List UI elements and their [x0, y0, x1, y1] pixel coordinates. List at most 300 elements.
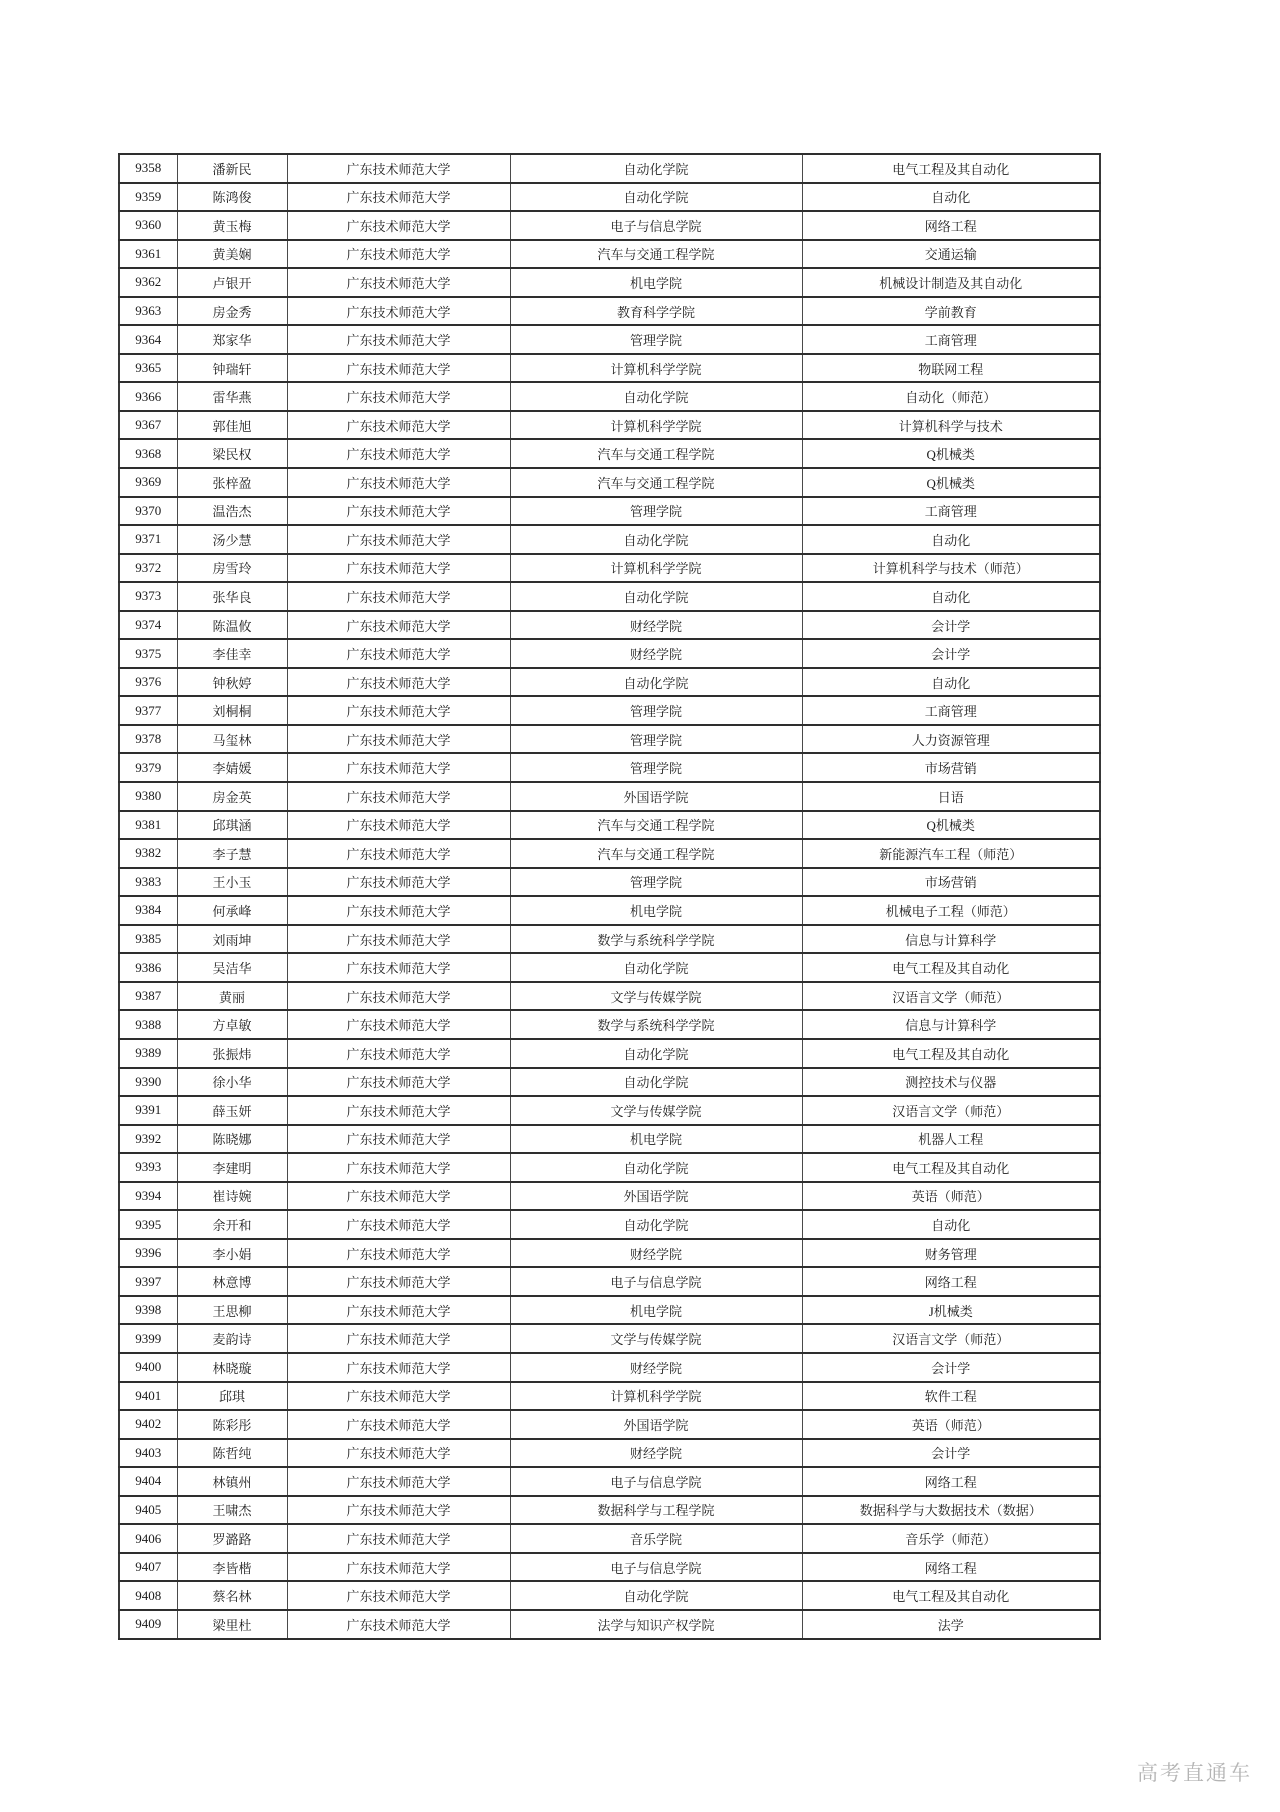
cell-name: 李皆楷: [177, 1553, 287, 1582]
table-row: [119, 411, 1100, 440]
cell-name: 张梓盈: [177, 468, 287, 497]
table-row: [119, 753, 1100, 782]
cell-id: 9406: [119, 1524, 177, 1553]
cell-id: 9380: [119, 782, 177, 811]
cell-college: 机电学院: [510, 896, 802, 925]
cell-id: 9399: [119, 1324, 177, 1353]
cell-university: 广东技术师范大学: [287, 1439, 510, 1468]
cell-name: 陈温攸: [177, 611, 287, 640]
cell-college: 财经学院: [510, 1353, 802, 1382]
table-row: [119, 868, 1100, 897]
table-row: [119, 1210, 1100, 1239]
cell-major: 市场营销: [802, 753, 1100, 782]
cell-university: 广东技术师范大学: [287, 953, 510, 982]
table-row: [119, 953, 1100, 982]
cell-major: 工商管理: [802, 696, 1100, 725]
cell-major: 会计学: [802, 611, 1100, 640]
cell-college: 数据科学与工程学院: [510, 1496, 802, 1525]
cell-name: 李婧媛: [177, 753, 287, 782]
cell-id: 9395: [119, 1210, 177, 1239]
cell-name: 汤少慧: [177, 525, 287, 554]
cell-university: 广东技术师范大学: [287, 1467, 510, 1496]
cell-college: 财经学院: [510, 611, 802, 640]
cell-university: 广东技术师范大学: [287, 1410, 510, 1439]
cell-college: 计算机科学学院: [510, 411, 802, 440]
cell-name: 邱琪: [177, 1382, 287, 1411]
cell-major: 汉语言文学（师范）: [802, 1324, 1100, 1353]
table-row: [119, 1581, 1100, 1610]
table-row: [119, 1524, 1100, 1553]
cell-name: 罗潞路: [177, 1524, 287, 1553]
cell-id: 9386: [119, 953, 177, 982]
table-row: [119, 1382, 1100, 1411]
cell-college: 外国语学院: [510, 1410, 802, 1439]
cell-id: 9379: [119, 753, 177, 782]
cell-university: 广东技术师范大学: [287, 1296, 510, 1325]
table-row: [119, 925, 1100, 954]
cell-major: 自动化（师范）: [802, 382, 1100, 411]
cell-id: 9367: [119, 411, 177, 440]
cell-name: 刘雨坤: [177, 925, 287, 954]
table-row: [119, 1239, 1100, 1268]
cell-name: 钟瑞轩: [177, 354, 287, 383]
cell-college: 自动化学院: [510, 1068, 802, 1097]
cell-id: 9409: [119, 1610, 177, 1639]
table-row: [119, 354, 1100, 383]
cell-college: 文学与传媒学院: [510, 1096, 802, 1125]
cell-id: 9408: [119, 1581, 177, 1610]
cell-major: 自动化: [802, 1210, 1100, 1239]
cell-name: 余开和: [177, 1210, 287, 1239]
table-row: [119, 554, 1100, 583]
table-row: [119, 1410, 1100, 1439]
cell-major: 物联网工程: [802, 354, 1100, 383]
table-row: [119, 639, 1100, 668]
cell-major: 人力资源管理: [802, 725, 1100, 754]
cell-major: 信息与计算科学: [802, 925, 1100, 954]
cell-id: 9405: [119, 1496, 177, 1525]
cell-college: 自动化学院: [510, 953, 802, 982]
table-row: [119, 468, 1100, 497]
cell-name: 李建明: [177, 1153, 287, 1182]
cell-college: 电子与信息学院: [510, 1267, 802, 1296]
cell-college: 管理学院: [510, 497, 802, 526]
cell-name: 卢银开: [177, 268, 287, 297]
cell-name: 房金秀: [177, 297, 287, 326]
cell-college: 外国语学院: [510, 782, 802, 811]
cell-name: 林镇州: [177, 1467, 287, 1496]
cell-college: 数学与系统科学学院: [510, 925, 802, 954]
cell-university: 广东技术师范大学: [287, 1210, 510, 1239]
cell-name: 梁里杜: [177, 1610, 287, 1639]
table-row: [119, 839, 1100, 868]
cell-university: 广东技术师范大学: [287, 297, 510, 326]
cell-id: 9394: [119, 1182, 177, 1211]
cell-college: 机电学院: [510, 1125, 802, 1154]
table-row: [119, 183, 1100, 212]
cell-name: 郑家华: [177, 325, 287, 354]
cell-college: 文学与传媒学院: [510, 1324, 802, 1353]
cell-university: 广东技术师范大学: [287, 839, 510, 868]
cell-id: 9381: [119, 811, 177, 840]
cell-college: 机电学院: [510, 268, 802, 297]
cell-id: 9397: [119, 1267, 177, 1296]
cell-college: 自动化学院: [510, 582, 802, 611]
cell-university: 广东技术师范大学: [287, 1610, 510, 1639]
cell-college: 汽车与交通工程学院: [510, 839, 802, 868]
cell-college: 音乐学院: [510, 1524, 802, 1553]
cell-name: 房雪玲: [177, 554, 287, 583]
cell-major: 电气工程及其自动化: [802, 154, 1100, 183]
cell-id: 9361: [119, 240, 177, 269]
cell-college: 自动化学院: [510, 668, 802, 697]
cell-university: 广东技术师范大学: [287, 1068, 510, 1097]
cell-name: 方卓敏: [177, 1010, 287, 1039]
table-row: [119, 1296, 1100, 1325]
table-row: [119, 782, 1100, 811]
cell-major: J机械类: [802, 1296, 1100, 1325]
cell-university: 广东技术师范大学: [287, 1524, 510, 1553]
cell-name: 雷华燕: [177, 382, 287, 411]
table-row: [119, 325, 1100, 354]
cell-name: 郭佳旭: [177, 411, 287, 440]
cell-university: 广东技术师范大学: [287, 811, 510, 840]
table-row: [119, 725, 1100, 754]
table-row: [119, 1553, 1100, 1582]
cell-id: 9404: [119, 1467, 177, 1496]
cell-id: 9385: [119, 925, 177, 954]
cell-university: 广东技术师范大学: [287, 1267, 510, 1296]
table-row: [119, 1496, 1100, 1525]
cell-name: 李子慧: [177, 839, 287, 868]
cell-college: 法学与知识产权学院: [510, 1610, 802, 1639]
cell-college: 管理学院: [510, 725, 802, 754]
cell-college: 汽车与交通工程学院: [510, 811, 802, 840]
cell-name: 麦韵诗: [177, 1324, 287, 1353]
cell-id: 9370: [119, 497, 177, 526]
cell-major: 计算机科学与技术: [802, 411, 1100, 440]
cell-college: 财经学院: [510, 1439, 802, 1468]
table-row: [119, 811, 1100, 840]
cell-university: 广东技术师范大学: [287, 439, 510, 468]
cell-major: 网络工程: [802, 1553, 1100, 1582]
cell-major: 英语（师范）: [802, 1410, 1100, 1439]
cell-name: 温浩杰: [177, 497, 287, 526]
cell-major: Q机械类: [802, 468, 1100, 497]
table-row: [119, 982, 1100, 1011]
table-row: [119, 1096, 1100, 1125]
cell-major: 机械电子工程（师范）: [802, 896, 1100, 925]
cell-name: 张华良: [177, 582, 287, 611]
cell-name: 林意博: [177, 1267, 287, 1296]
cell-name: 张振炜: [177, 1039, 287, 1068]
cell-college: 教育科学学院: [510, 297, 802, 326]
cell-major: 电气工程及其自动化: [802, 953, 1100, 982]
table-row: [119, 896, 1100, 925]
cell-university: 广东技术师范大学: [287, 554, 510, 583]
cell-university: 广东技术师范大学: [287, 497, 510, 526]
cell-major: 电气工程及其自动化: [802, 1581, 1100, 1610]
cell-id: 9401: [119, 1382, 177, 1411]
cell-name: 何承峰: [177, 896, 287, 925]
cell-name: 黄玉梅: [177, 211, 287, 240]
cell-id: 9377: [119, 696, 177, 725]
cell-major: 自动化: [802, 668, 1100, 697]
cell-major: 计算机科学与技术（师范）: [802, 554, 1100, 583]
cell-university: 广东技术师范大学: [287, 183, 510, 212]
cell-college: 电子与信息学院: [510, 1553, 802, 1582]
table-row: [119, 668, 1100, 697]
cell-id: 9391: [119, 1096, 177, 1125]
cell-major: 市场营销: [802, 868, 1100, 897]
cell-college: 自动化学院: [510, 154, 802, 183]
cell-college: 自动化学院: [510, 1581, 802, 1610]
cell-name: 李佳幸: [177, 639, 287, 668]
cell-id: 9359: [119, 183, 177, 212]
cell-id: 9384: [119, 896, 177, 925]
cell-university: 广东技术师范大学: [287, 382, 510, 411]
table-row: [119, 1439, 1100, 1468]
cell-id: 9378: [119, 725, 177, 754]
table-row: [119, 297, 1100, 326]
cell-college: 管理学院: [510, 753, 802, 782]
cell-university: 广东技术师范大学: [287, 411, 510, 440]
cell-university: 广东技术师范大学: [287, 154, 510, 183]
cell-college: 自动化学院: [510, 1210, 802, 1239]
cell-id: 9362: [119, 268, 177, 297]
cell-major: 日语: [802, 782, 1100, 811]
cell-major: 会计学: [802, 639, 1100, 668]
cell-major: Q机械类: [802, 811, 1100, 840]
cell-major: 网络工程: [802, 1267, 1100, 1296]
table-row: [119, 240, 1100, 269]
table-row: [119, 525, 1100, 554]
cell-major: 自动化: [802, 525, 1100, 554]
cell-university: 广东技术师范大学: [287, 1239, 510, 1268]
cell-major: 网络工程: [802, 1467, 1100, 1496]
cell-major: 交通运输: [802, 240, 1100, 269]
cell-university: 广东技术师范大学: [287, 1496, 510, 1525]
cell-name: 吴洁华: [177, 953, 287, 982]
cell-major: 电气工程及其自动化: [802, 1039, 1100, 1068]
cell-major: 软件工程: [802, 1382, 1100, 1411]
cell-name: 陈鸿俊: [177, 183, 287, 212]
table-row: [119, 1039, 1100, 1068]
cell-college: 计算机科学学院: [510, 1382, 802, 1411]
cell-university: 广东技术师范大学: [287, 753, 510, 782]
cell-major: 自动化: [802, 183, 1100, 212]
cell-id: 9376: [119, 668, 177, 697]
cell-university: 广东技术师范大学: [287, 611, 510, 640]
cell-major: 新能源汽车工程（师范）: [802, 839, 1100, 868]
cell-college: 机电学院: [510, 1296, 802, 1325]
cell-college: 自动化学院: [510, 1039, 802, 1068]
cell-id: 9387: [119, 982, 177, 1011]
cell-university: 广东技术师范大学: [287, 325, 510, 354]
cell-college: 计算机科学学院: [510, 354, 802, 383]
cell-university: 广东技术师范大学: [287, 468, 510, 497]
cell-id: 9396: [119, 1239, 177, 1268]
cell-name: 潘新民: [177, 154, 287, 183]
cell-university: 广东技术师范大学: [287, 696, 510, 725]
cell-id: 9369: [119, 468, 177, 497]
table-row: [119, 1467, 1100, 1496]
cell-name: 梁民权: [177, 439, 287, 468]
cell-id: 9360: [119, 211, 177, 240]
cell-university: 广东技术师范大学: [287, 1096, 510, 1125]
cell-name: 林晓璇: [177, 1353, 287, 1382]
cell-name: 房金英: [177, 782, 287, 811]
cell-id: 9403: [119, 1439, 177, 1468]
cell-major: 法学: [802, 1610, 1100, 1639]
cell-id: 9400: [119, 1353, 177, 1382]
cell-university: 广东技术师范大学: [287, 1553, 510, 1582]
cell-name: 黄美娴: [177, 240, 287, 269]
cell-major: 机器人工程: [802, 1125, 1100, 1154]
cell-id: 9372: [119, 554, 177, 583]
cell-name: 王啸杰: [177, 1496, 287, 1525]
cell-university: 广东技术师范大学: [287, 268, 510, 297]
cell-major: 测控技术与仪器: [802, 1068, 1100, 1097]
cell-major: 音乐学（师范）: [802, 1524, 1100, 1553]
cell-id: 9364: [119, 325, 177, 354]
table-row: [119, 268, 1100, 297]
table-row: [119, 1182, 1100, 1211]
cell-id: 9373: [119, 582, 177, 611]
table-row: [119, 154, 1100, 183]
cell-name: 崔诗婉: [177, 1182, 287, 1211]
cell-college: 自动化学院: [510, 1153, 802, 1182]
table-row: [119, 582, 1100, 611]
cell-name: 王思柳: [177, 1296, 287, 1325]
cell-name: 李小娟: [177, 1239, 287, 1268]
table-row: [119, 439, 1100, 468]
cell-id: 9407: [119, 1553, 177, 1582]
cell-name: 蔡名林: [177, 1581, 287, 1610]
cell-university: 广东技术师范大学: [287, 639, 510, 668]
cell-major: 信息与计算科学: [802, 1010, 1100, 1039]
cell-university: 广东技术师范大学: [287, 1581, 510, 1610]
cell-name: 陈晓娜: [177, 1125, 287, 1154]
cell-university: 广东技术师范大学: [287, 925, 510, 954]
cell-major: 自动化: [802, 582, 1100, 611]
table-row: [119, 1125, 1100, 1154]
table-row: [119, 1610, 1100, 1639]
cell-college: 财经学院: [510, 1239, 802, 1268]
table-row: [119, 696, 1100, 725]
table-row: [119, 1153, 1100, 1182]
cell-university: 广东技术师范大学: [287, 896, 510, 925]
cell-major: 工商管理: [802, 325, 1100, 354]
cell-id: 9390: [119, 1068, 177, 1097]
cell-college: 电子与信息学院: [510, 1467, 802, 1496]
cell-university: 广东技术师范大学: [287, 725, 510, 754]
cell-id: 9389: [119, 1039, 177, 1068]
cell-college: 电子与信息学院: [510, 211, 802, 240]
cell-name: 黄丽: [177, 982, 287, 1011]
cell-college: 管理学院: [510, 696, 802, 725]
cell-id: 9363: [119, 297, 177, 326]
cell-college: 文学与传媒学院: [510, 982, 802, 1011]
cell-major: 学前教育: [802, 297, 1100, 326]
cell-university: 广东技术师范大学: [287, 525, 510, 554]
cell-id: 9368: [119, 439, 177, 468]
cell-college: 外国语学院: [510, 1182, 802, 1211]
cell-college: 管理学院: [510, 325, 802, 354]
cell-id: 9374: [119, 611, 177, 640]
table-row: [119, 1353, 1100, 1382]
cell-name: 徐小华: [177, 1068, 287, 1097]
cell-major: 网络工程: [802, 211, 1100, 240]
cell-id: 9402: [119, 1410, 177, 1439]
cell-university: 广东技术师范大学: [287, 868, 510, 897]
cell-major: 数据科学与大数据技术（数据）: [802, 1496, 1100, 1525]
cell-university: 广东技术师范大学: [287, 982, 510, 1011]
cell-college: 汽车与交通工程学院: [510, 240, 802, 269]
table-row: [119, 211, 1100, 240]
cell-university: 广东技术师范大学: [287, 1382, 510, 1411]
cell-university: 广东技术师范大学: [287, 354, 510, 383]
cell-major: 英语（师范）: [802, 1182, 1100, 1211]
cell-major: 汉语言文学（师范）: [802, 1096, 1100, 1125]
cell-name: 薛玉妍: [177, 1096, 287, 1125]
cell-university: 广东技术师范大学: [287, 1353, 510, 1382]
cell-college: 自动化学院: [510, 525, 802, 554]
table-row: [119, 1267, 1100, 1296]
table-row: [119, 382, 1100, 411]
cell-college: 数学与系统科学学院: [510, 1010, 802, 1039]
table-row: [119, 1068, 1100, 1097]
cell-university: 广东技术师范大学: [287, 582, 510, 611]
cell-major: 财务管理: [802, 1239, 1100, 1268]
cell-id: 9393: [119, 1153, 177, 1182]
cell-university: 广东技术师范大学: [287, 211, 510, 240]
cell-college: 汽车与交通工程学院: [510, 468, 802, 497]
admission-roster-table: [118, 153, 1101, 1640]
cell-university: 广东技术师范大学: [287, 668, 510, 697]
cell-major: 电气工程及其自动化: [802, 1153, 1100, 1182]
cell-name: 钟秋婷: [177, 668, 287, 697]
table-row: [119, 497, 1100, 526]
cell-name: 邱琪涵: [177, 811, 287, 840]
table-row: [119, 1010, 1100, 1039]
cell-id: 9392: [119, 1125, 177, 1154]
cell-id: 9388: [119, 1010, 177, 1039]
cell-university: 广东技术师范大学: [287, 240, 510, 269]
cell-college: 计算机科学学院: [510, 554, 802, 583]
table-row: [119, 611, 1100, 640]
cell-major: 汉语言文学（师范）: [802, 982, 1100, 1011]
cell-major: 会计学: [802, 1353, 1100, 1382]
cell-name: 马玺林: [177, 725, 287, 754]
cell-name: 王小玉: [177, 868, 287, 897]
cell-college: 自动化学院: [510, 382, 802, 411]
cell-university: 广东技术师范大学: [287, 1125, 510, 1154]
roster-body: [119, 154, 1100, 1639]
cell-name: 刘桐桐: [177, 696, 287, 725]
cell-id: 9365: [119, 354, 177, 383]
cell-id: 9366: [119, 382, 177, 411]
cell-university: 广东技术师范大学: [287, 1010, 510, 1039]
cell-id: 9371: [119, 525, 177, 554]
cell-major: 工商管理: [802, 497, 1100, 526]
cell-college: 财经学院: [510, 639, 802, 668]
cell-university: 广东技术师范大学: [287, 1324, 510, 1353]
cell-college: 自动化学院: [510, 183, 802, 212]
cell-id: 9382: [119, 839, 177, 868]
cell-college: 汽车与交通工程学院: [510, 439, 802, 468]
cell-university: 广东技术师范大学: [287, 782, 510, 811]
